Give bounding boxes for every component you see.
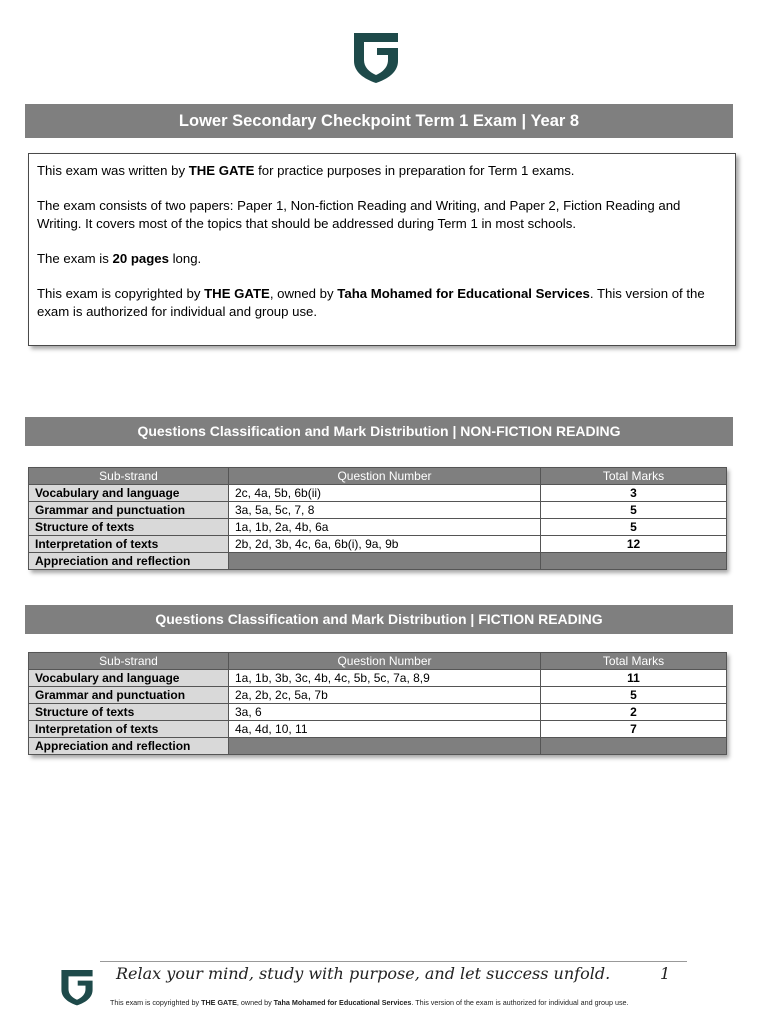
table-row xyxy=(29,670,727,687)
intro-paragraph-1: This exam was written by THE GATE for practice purposes in preparation for Term 1 exams. xyxy=(37,163,575,178)
questions-cell-empty xyxy=(229,553,541,570)
footer-divider xyxy=(100,961,687,962)
table-row xyxy=(29,519,727,536)
nonfiction-section-title: Questions Classification and Mark Distribution | NON-FICTION READING xyxy=(25,417,733,446)
questions-cell: 1a, 1b, 2a, 4b, 6a xyxy=(229,519,541,536)
fiction-section-title: Questions Classification and Mark Distribution | FICTION READING xyxy=(25,605,733,634)
questions-cell: 2c, 4a, 5b, 6b(ii) xyxy=(229,485,541,502)
questions-cell: 3a, 5a, 5c, 7, 8 xyxy=(229,502,541,519)
table-row xyxy=(29,553,727,570)
header-total-marks: Total Marks xyxy=(541,468,727,485)
questions-cell: 2a, 2b, 2c, 5a, 7b xyxy=(229,687,541,704)
intro-paragraph-4: This exam is copyrighted by THE GATE, owned by Taha Mohamed for Educational Services. This version of the exam is authorized for individual and group use. xyxy=(37,286,705,319)
header-substrand: Sub-strand xyxy=(29,468,229,485)
table-header-row xyxy=(29,653,727,670)
footer-motto: Relax your mind, study with purpose, and let success unfold. xyxy=(116,964,611,983)
table-row xyxy=(29,721,727,738)
questions-cell: 2b, 2d, 3b, 4c, 6a, 6b(i), 9a, 9b xyxy=(229,536,541,553)
substrand-cell: Grammar and punctuation xyxy=(29,687,229,704)
marks-cell: 5 xyxy=(541,519,727,536)
substrand-cell: Interpretation of texts xyxy=(29,721,229,738)
fiction-table xyxy=(28,652,727,755)
marks-cell: 12 xyxy=(541,536,727,553)
header-question-number: Question Number xyxy=(229,468,541,485)
table-row xyxy=(29,536,727,553)
the-gate-logo-footer-icon xyxy=(60,968,94,1006)
table-row xyxy=(29,704,727,721)
header-total-marks: Total Marks xyxy=(541,653,727,670)
intro-paragraph-2: The exam consists of two papers: Paper 1, Non-fiction Reading and Writing, and Paper 2, Fiction Reading and Writing. It covers most of the topics that should be addressed during Term 1 in most schools. xyxy=(37,198,681,231)
header-substrand: Sub-strand xyxy=(29,653,229,670)
footer-copyright: This exam is copyrighted by THE GATE, owned by Taha Mohamed for Educational Services. This version of the exam is authorized for individual and group use. xyxy=(110,998,629,1007)
table-header-row xyxy=(29,468,727,485)
nonfiction-table-wrap xyxy=(28,467,726,570)
marks-cell: 5 xyxy=(541,687,727,704)
questions-cell: 4a, 4d, 10, 11 xyxy=(229,721,541,738)
marks-cell: 11 xyxy=(541,670,727,687)
substrand-cell: Structure of texts xyxy=(29,704,229,721)
header-question-number: Question Number xyxy=(229,653,541,670)
fiction-table-wrap xyxy=(28,652,726,755)
substrand-cell: Appreciation and reflection xyxy=(29,738,229,755)
marks-cell: 2 xyxy=(541,704,727,721)
substrand-cell: Appreciation and reflection xyxy=(29,553,229,570)
page-number: 1 xyxy=(660,964,671,983)
table-row xyxy=(29,738,727,755)
questions-cell: 3a, 6 xyxy=(229,704,541,721)
table-row xyxy=(29,687,727,704)
nonfiction-table xyxy=(28,467,727,570)
table-row xyxy=(29,485,727,502)
table-row xyxy=(29,502,727,519)
substrand-cell: Interpretation of texts xyxy=(29,536,229,553)
substrand-cell: Structure of texts xyxy=(29,519,229,536)
marks-cell-empty xyxy=(541,738,727,755)
intro-paragraph-3: The exam is 20 pages long. xyxy=(37,251,202,266)
substrand-cell: Vocabulary and language xyxy=(29,485,229,502)
substrand-cell: Vocabulary and language xyxy=(29,670,229,687)
the-gate-logo-icon xyxy=(352,31,400,83)
marks-cell: 3 xyxy=(541,485,727,502)
substrand-cell: Grammar and punctuation xyxy=(29,502,229,519)
marks-cell-empty xyxy=(541,553,727,570)
marks-cell: 7 xyxy=(541,721,727,738)
page-title: Lower Secondary Checkpoint Term 1 Exam | Year 8 xyxy=(25,104,733,138)
questions-cell-empty xyxy=(229,738,541,755)
intro-box xyxy=(28,153,736,346)
marks-cell: 5 xyxy=(541,502,727,519)
questions-cell: 1a, 1b, 3b, 3c, 4b, 4c, 5b, 5c, 7a, 8,9 xyxy=(229,670,541,687)
